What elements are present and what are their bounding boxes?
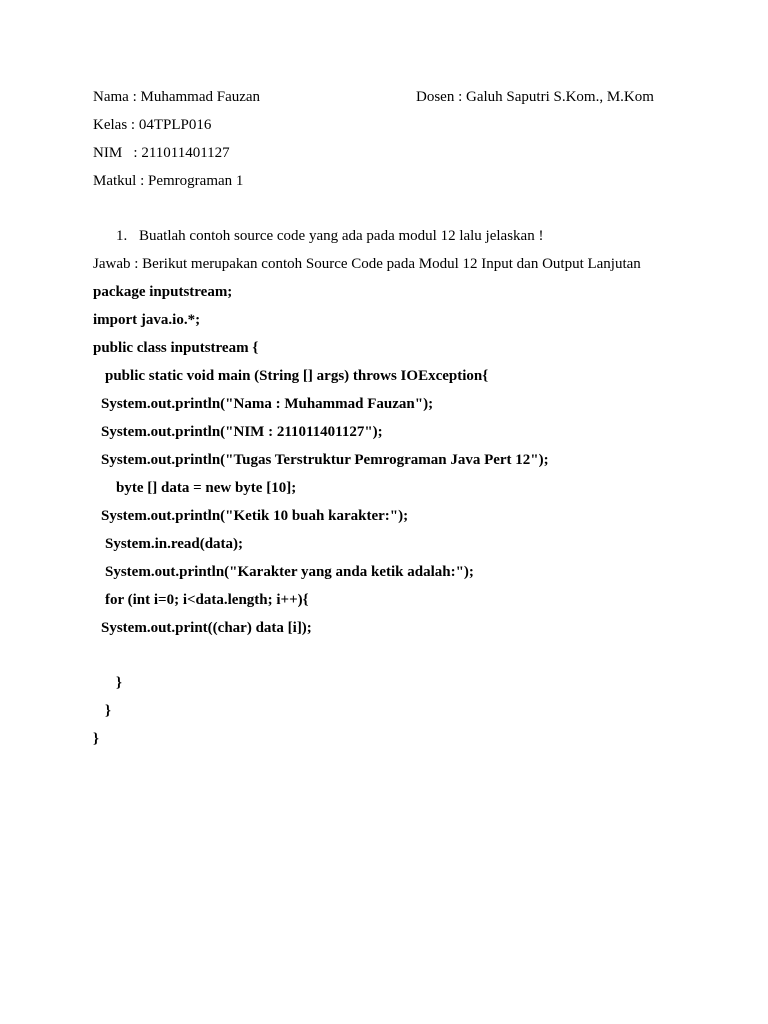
code-line: import java.io.*;: [93, 312, 201, 328]
code-line: System.out.println("Karakter yang anda ketik adalah:");: [105, 564, 474, 580]
code-line: public static void main (String [] args) throws IOException{: [105, 368, 489, 384]
student-id: NIM : 211011401127: [93, 145, 230, 161]
lecturer-name: Dosen : Galuh Saputri S.Kom., M.Kom: [416, 89, 654, 105]
code-line: System.in.read(data);: [105, 536, 244, 552]
code-line: System.out.println("Ketik 10 buah karakter:");: [101, 508, 409, 524]
code-line: public class inputstream {: [93, 340, 259, 356]
code-line: package inputstream;: [93, 284, 233, 300]
answer-intro: Jawab : Berikut merupakan contoh Source Code pada Modul 12 Input dan Output Lanjutan: [93, 256, 641, 272]
code-line: System.out.println("NIM : 211011401127");: [101, 424, 383, 440]
question-number: 1.: [116, 228, 128, 244]
code-line: }: [105, 703, 111, 719]
code-line: }: [116, 675, 122, 691]
student-name: Nama : Muhammad Fauzan: [93, 89, 261, 105]
code-line: System.out.print((char) data [i]);: [101, 620, 312, 636]
course-name: Matkul : Pemrograman 1: [93, 173, 244, 189]
code-line: System.out.println("Nama : Muhammad Fauzan");: [101, 396, 434, 412]
question-text: Buatlah contoh source code yang ada pada modul 12 lalu jelaskan !: [139, 228, 544, 244]
code-line: System.out.println("Tugas Terstruktur Pemrograman Java Pert 12");: [101, 452, 549, 468]
code-line: byte [] data = new byte [10];: [116, 480, 297, 496]
code-line: for (int i=0; i<data.length; i++){: [105, 592, 309, 608]
code-line: }: [93, 731, 99, 747]
class-code: Kelas : 04TPLP016: [93, 117, 212, 133]
